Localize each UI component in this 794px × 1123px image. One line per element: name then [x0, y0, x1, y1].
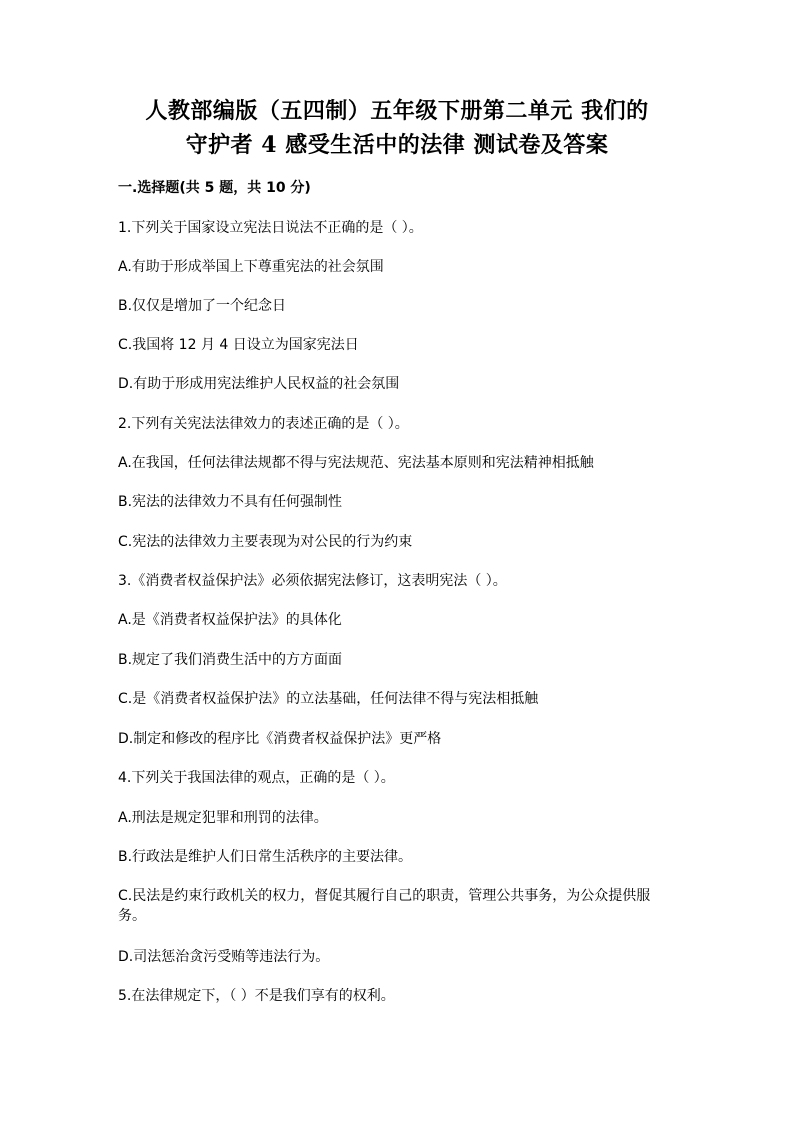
- question-1-option-d: D.有助于形成用宪法维护人民权益的社会氛围: [118, 376, 400, 392]
- question-3-option-c: C.是《消费者权益保护法》的立法基础，任何法律不得与宪法相抵触: [118, 691, 539, 707]
- question-2-option-a: A.在我国，任何法律法规都不得与宪法规范、宪法基本原则和宪法精神相抵触: [118, 455, 594, 471]
- question-2-option-b: B.宪法的法律效力不具有任何强制性: [118, 494, 343, 510]
- question-4-option-a: A.刑法是规定犯罪和刑罚的法律。: [118, 810, 328, 826]
- title-line-1: 人教部编版（五四制）五年级下册第二单元 我们的: [145, 98, 649, 124]
- title-line-2: 守护者 4 感受生活中的法律 测试卷及答案: [185, 132, 609, 158]
- question-3-option-b: B.规定了我们消费生活中的方方面面: [118, 652, 343, 668]
- question-4-stem: 4.下列关于我国法律的观点，正确的是（ ）。: [118, 770, 395, 786]
- document-title: [100, 94, 694, 162]
- question-3-option-d: D.制定和修改的程序比《消费者权益保护法》更严格: [118, 731, 442, 747]
- question-1-option-b: B.仅仅是增加了一个纪念日: [118, 298, 287, 314]
- question-3-option-a: A.是《消费者权益保护法》的具体化: [118, 612, 342, 628]
- question-4-option-d: D.司法惩治贪污受贿等违法行为。: [118, 949, 330, 965]
- question-2-option-c: C.宪法的法律效力主要表现为对公民的行为约束: [118, 534, 413, 550]
- question-4-option-b: B.行政法是维护人们日常生活秩序的主要法律。: [118, 849, 413, 865]
- question-3-stem: 3.《消费者权益保护法》必须依据宪法修订，这表明宪法（ ）。: [118, 573, 507, 589]
- section-heading: 一.选择题(共 5 题，共 10 分): [118, 180, 311, 196]
- question-4-option-c: C.民法是约束行政机关的权力，督促其履行自己的职责，管理公共事务，为公众提供服务。: [118, 888, 651, 924]
- question-1-stem: 1.下列关于国家设立宪法日说法不正确的是（ ）。: [118, 220, 423, 236]
- question-2-stem: 2.下列有关宪法法律效力的表述正确的是（ ）。: [118, 416, 409, 432]
- question-1-option-c: C.我国将 12 月 4 日设立为国家宪法日: [118, 337, 359, 353]
- question-1-option-a: A.有助于形成举国上下尊重宪法的社会氛围: [118, 259, 384, 275]
- question-5-stem: 5.在法律规定下，（ ）不是我们享有的权利。: [118, 988, 395, 1004]
